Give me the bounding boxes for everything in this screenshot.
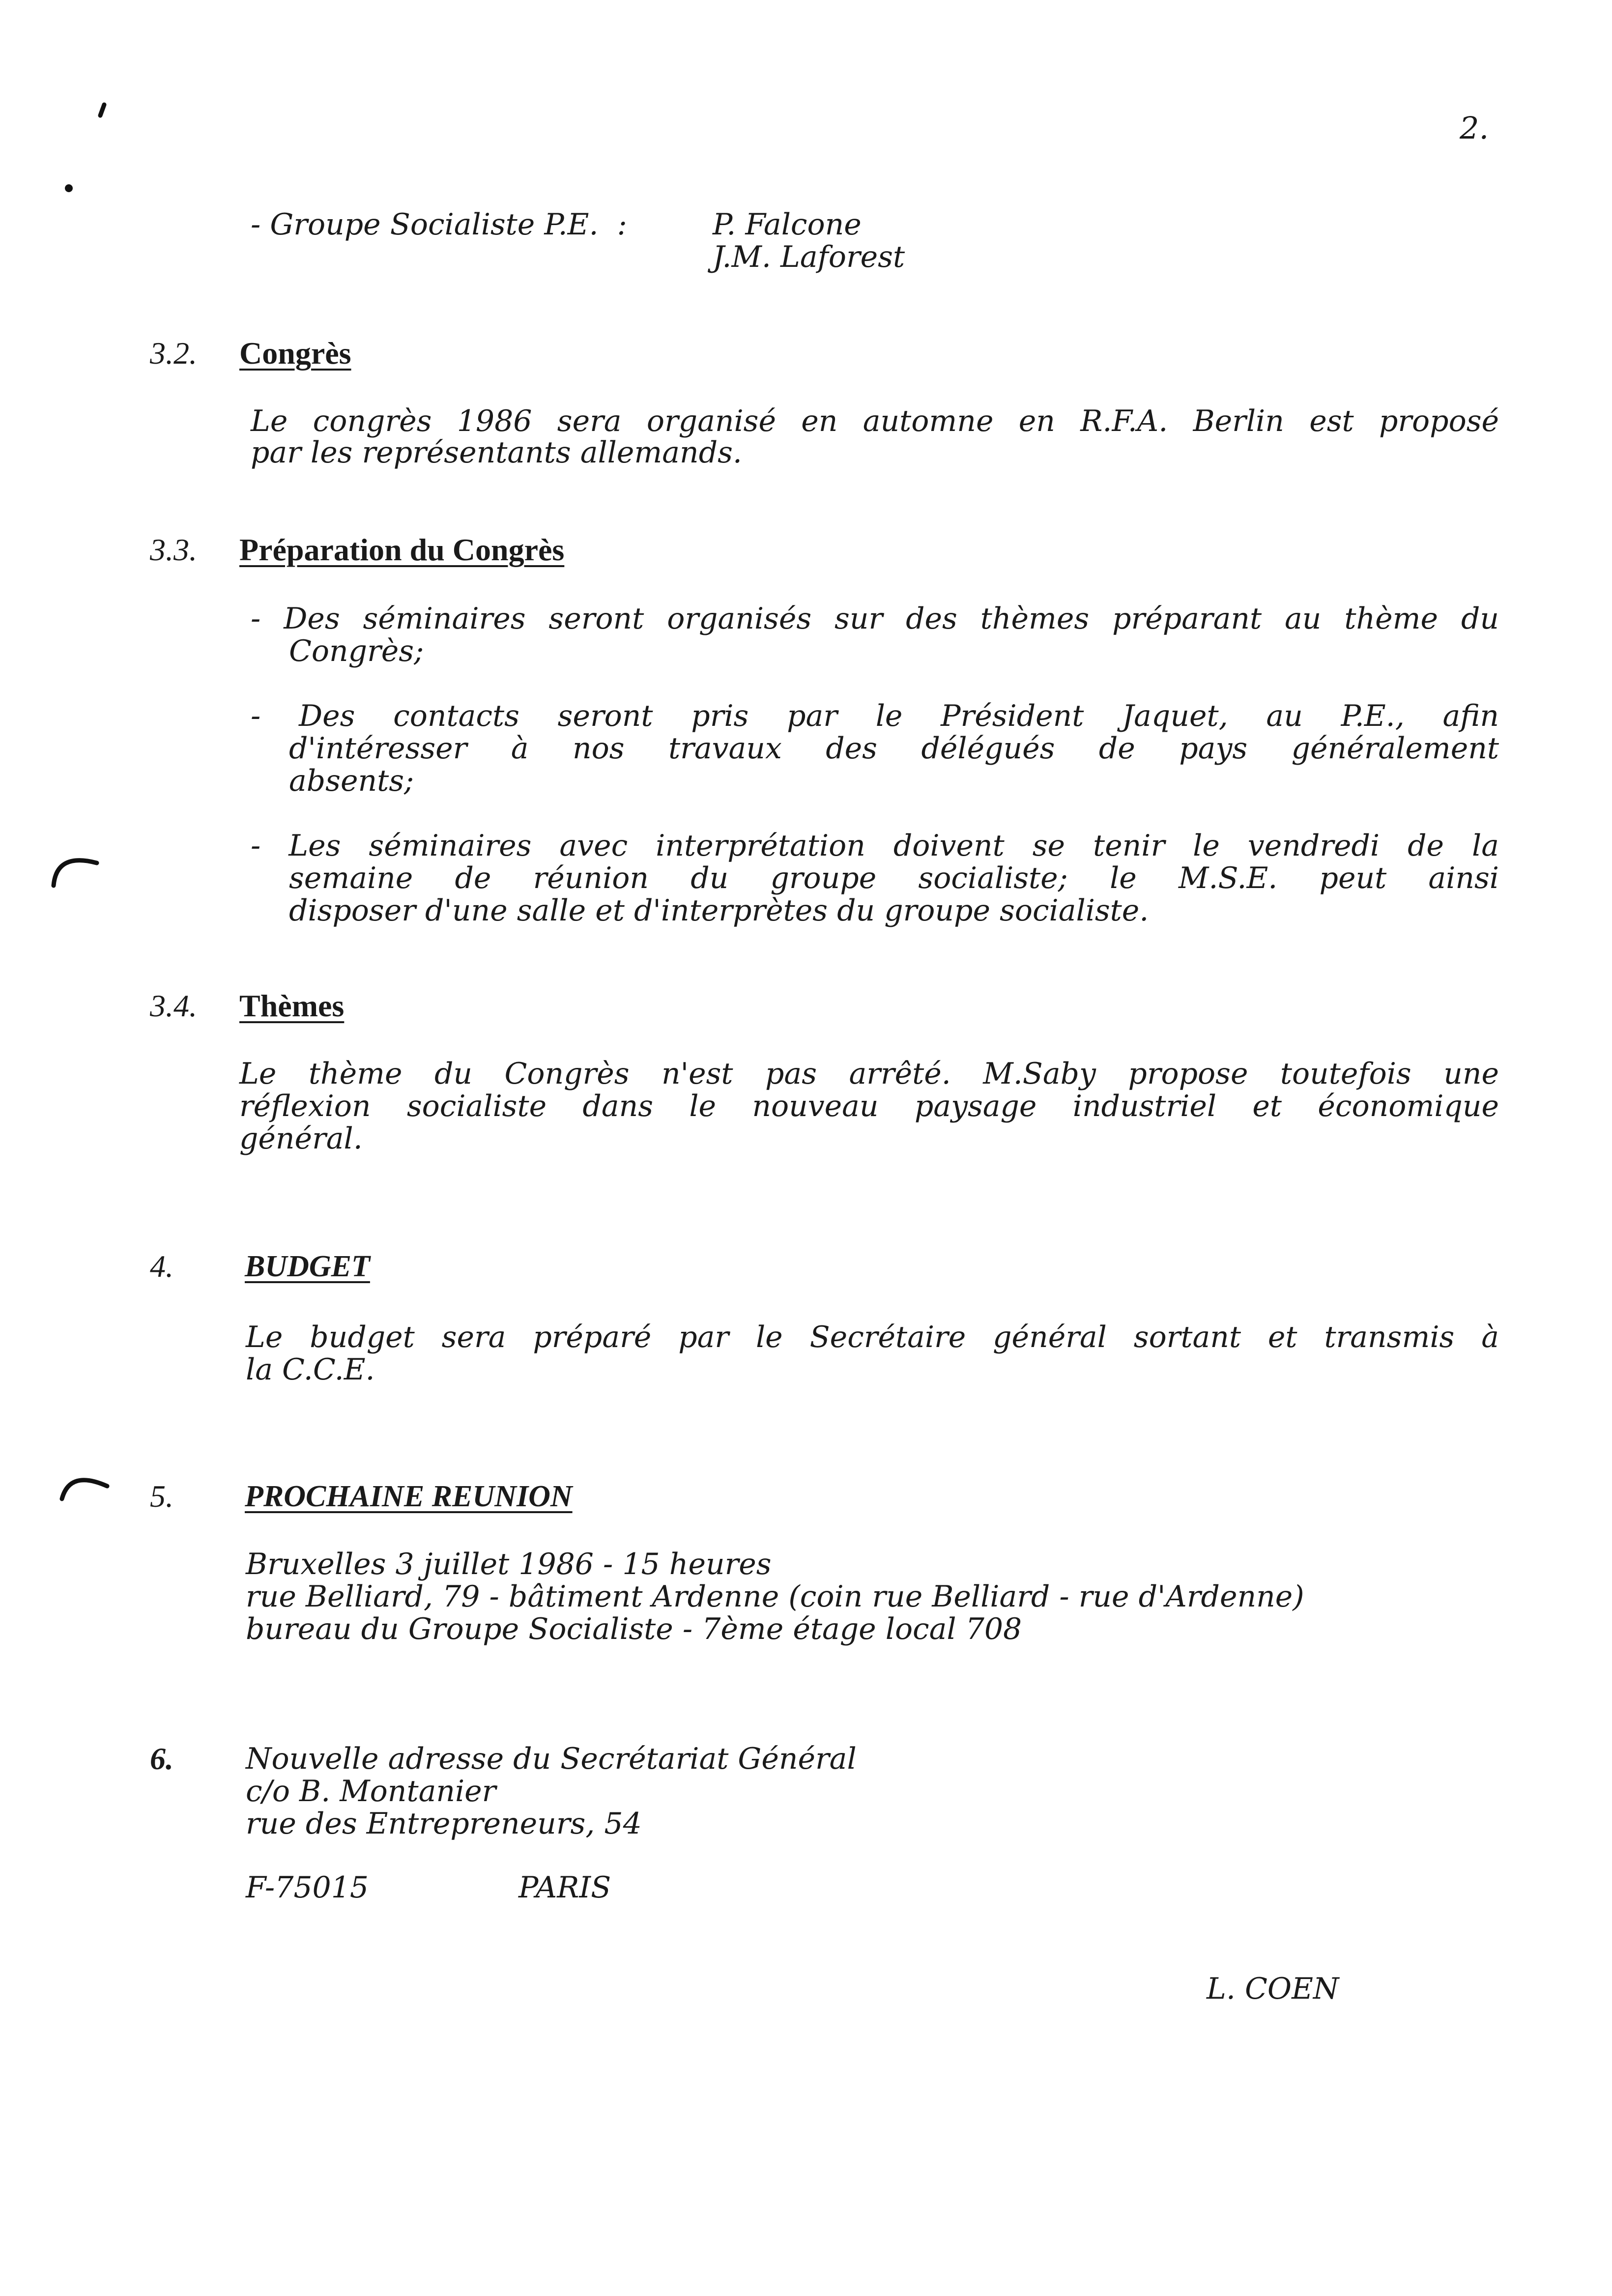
page-number: 2. <box>1460 110 1489 146</box>
address-city: PARIS <box>518 1870 611 1905</box>
group-name-2: J.M. Laforest <box>713 240 905 274</box>
reunion-line-3: bureau du Groupe Socialiste - 7ème étage local 708 <box>246 1612 1022 1646</box>
hole-punch-arc-2 <box>55 1464 114 1504</box>
section-number-3-2: 3.2. <box>150 336 197 371</box>
reunion-line-1: Bruxelles 3 juillet 1986 - 15 heures <box>246 1547 772 1581</box>
section-number-6: 6. <box>150 1741 173 1776</box>
bullet-2-line-1: - Des contacts seront pris par le Président Jaquet, au P.E., afin <box>251 699 1499 733</box>
section-title-preparation: Préparation du Congrès <box>239 532 565 567</box>
section-number-5: 5. <box>150 1479 173 1514</box>
address-line-1: Nouvelle adresse du Secrétariat Général <box>246 1742 857 1776</box>
reunion-line-2: rue Belliard, 79 - bâtiment Ardenne (coin rue Belliard - rue d'Ardenne) <box>246 1579 1304 1614</box>
address-line-2: c/o B. Montanier <box>246 1774 496 1808</box>
address-postcode: F-75015 <box>246 1870 369 1905</box>
group-label: - Groupe Socialiste P.E. : <box>251 207 627 242</box>
budget-line-1: Le budget sera préparé par le Secrétaire général sortant et transmis à <box>246 1320 1499 1354</box>
section-title-budget: BUDGET <box>245 1250 370 1283</box>
punch-mark-top <box>93 101 113 130</box>
section-title-congres: Congrès <box>239 336 351 371</box>
bullet-3-line-1: - Les séminaires avec interprétation doivent se tenir le vendredi de la <box>251 829 1499 863</box>
dot-mark <box>61 181 76 196</box>
bullet-3-line-2: semaine de réunion du groupe socialiste; le M.S.E. peut ainsi <box>289 861 1499 895</box>
bullet-3-line-3: disposer d'une salle et d'interprètes du groupe socialiste. <box>289 893 1149 928</box>
section-title-prochaine-reunion: PROCHAINE REUNION <box>245 1480 573 1513</box>
group-name-1: P. Falcone <box>713 207 862 242</box>
section-number-3-4: 3.4. <box>150 988 197 1023</box>
address-line-3: rue des Entrepreneurs, 54 <box>246 1807 642 1841</box>
themes-line-3: général. <box>239 1121 363 1156</box>
bullet-1-line-1: - Des séminaires seront organisés sur des thèmes préparant au thème du <box>251 602 1499 636</box>
themes-line-1: Le thème du Congrès n'est pas arrêté. M.Saby propose toutefois une <box>239 1057 1499 1091</box>
themes-line-2: réflexion socialiste dans le nouveau paysage industriel et économique <box>239 1089 1499 1123</box>
signature: L. COEN <box>1207 1972 1339 2006</box>
bullet-2-line-2: d'intéresser à nos travaux des délégués de pays généralement <box>289 731 1499 766</box>
budget-line-2: la C.C.E. <box>246 1352 375 1387</box>
section-title-themes: Thèmes <box>239 988 345 1023</box>
congres-line-1: Le congrès 1986 sera organisé en automne en R.F.A. Berlin est proposé <box>251 404 1499 438</box>
section-number-3-3: 3.3. <box>150 532 197 567</box>
hole-punch-arc-1 <box>47 845 106 890</box>
bullet-1-line-2: Congrès; <box>289 634 424 668</box>
congres-line-2: par les représentants allemands. <box>251 435 742 470</box>
section-number-4: 4. <box>150 1249 173 1284</box>
bullet-2-line-3: absents; <box>289 764 414 798</box>
